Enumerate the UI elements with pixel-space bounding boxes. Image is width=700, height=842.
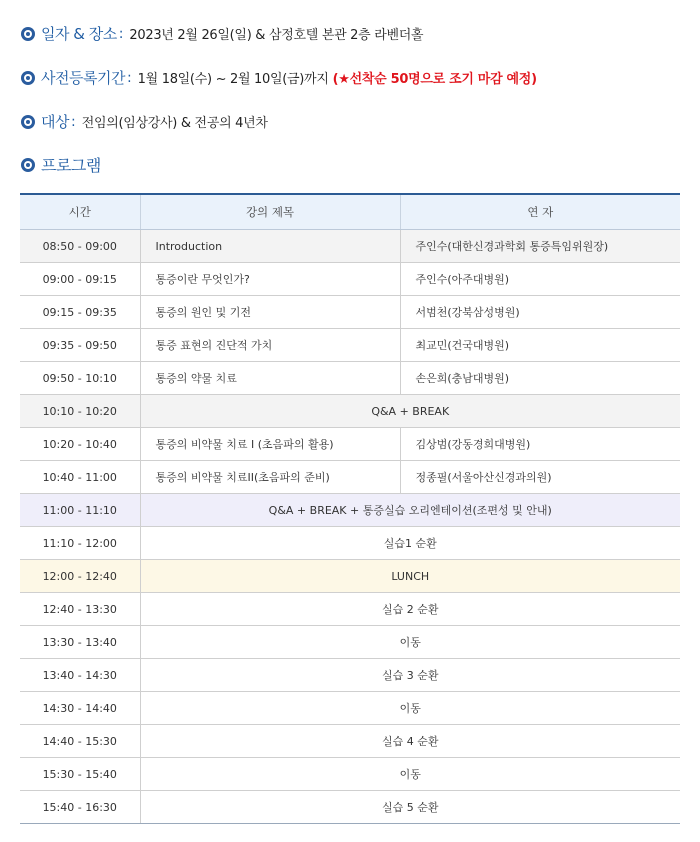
speaker-cell: 주인수(아주대병원) — [400, 263, 680, 296]
lecture-title-cell: 통증이란 무엇인가? — [140, 263, 400, 296]
circle-bullet-icon — [21, 71, 35, 85]
label-colon: : — [70, 113, 76, 130]
table-row — [20, 560, 680, 593]
session-cell: Q&A + BREAK — [140, 395, 680, 428]
time-cell: 10:20 - 10:40 — [20, 428, 140, 461]
time-cell: 14:30 - 14:40 — [20, 692, 140, 725]
table-row — [20, 461, 680, 494]
table-row — [20, 362, 680, 395]
lecture-title-cell: 통증 표현의 진단적 가치 — [140, 329, 400, 362]
speaker-cell: 김상범(강동경희대병원) — [400, 428, 680, 461]
time-cell: 15:30 - 15:40 — [20, 758, 140, 791]
session-cell: 실습 3 순환 — [140, 659, 680, 692]
time-cell: 10:10 - 10:20 — [20, 395, 140, 428]
table-row — [20, 428, 680, 461]
time-cell: 09:15 - 09:35 — [20, 296, 140, 329]
session-cell: LUNCH — [140, 560, 680, 593]
table-row — [20, 659, 680, 692]
time-cell: 09:35 - 09:50 — [20, 329, 140, 362]
time-cell: 08:50 - 09:00 — [20, 230, 140, 263]
audience-label: 대상 — [41, 113, 69, 131]
time-cell: 09:00 - 09:15 — [20, 263, 140, 296]
session-cell: 실습1 순환 — [140, 527, 680, 560]
table-body — [20, 230, 680, 824]
time-cell: 09:50 - 10:10 — [20, 362, 140, 395]
time-cell: 11:10 - 12:00 — [20, 527, 140, 560]
registration-notice: (★선착순 50명으로 조기 마감 예정) — [332, 72, 537, 87]
session-cell: 이동 — [140, 626, 680, 659]
time-cell: 13:30 - 13:40 — [20, 626, 140, 659]
lecture-title-cell: 통증의 약물 치료 — [140, 362, 400, 395]
table-row — [20, 725, 680, 758]
time-cell: 14:40 - 15:30 — [20, 725, 140, 758]
table-row — [20, 527, 680, 560]
time-cell: 13:40 - 14:30 — [20, 659, 140, 692]
time-cell: 11:00 - 11:10 — [20, 494, 140, 527]
date-venue-value: 2023년 2월 26일(일) & 삼정호텔 본관 2층 라벤더홀 — [129, 28, 424, 43]
program-table — [20, 193, 680, 824]
time-cell: 12:40 - 13:30 — [20, 593, 140, 626]
date-venue-line — [21, 23, 423, 44]
circle-bullet-icon — [21, 158, 35, 172]
table-row — [20, 263, 680, 296]
table-row — [20, 329, 680, 362]
label-colon: : — [126, 69, 132, 86]
header-title: 강의 제목 — [140, 194, 400, 230]
time-cell: 15:40 - 16:30 — [20, 791, 140, 824]
header-speaker: 연 자 — [400, 194, 680, 230]
lecture-title-cell: 통증의 비약물 치료II(초음파의 준비) — [140, 461, 400, 494]
table-row — [20, 494, 680, 527]
table-row — [20, 395, 680, 428]
table-row — [20, 296, 680, 329]
session-cell: 실습 5 순환 — [140, 791, 680, 824]
program-heading — [21, 153, 101, 176]
program-label: 프로그램 — [41, 156, 101, 175]
speaker-cell: 최교민(건국대병원) — [400, 329, 680, 362]
table-row — [20, 692, 680, 725]
session-cell: Q&A + BREAK + 통증실습 오리엔테이션(조편성 및 안내) — [140, 494, 680, 527]
header-time: 시간 — [20, 194, 140, 230]
table-row — [20, 758, 680, 791]
speaker-cell: 손은희(충남대병원) — [400, 362, 680, 395]
session-cell: 실습 4 순환 — [140, 725, 680, 758]
table-header-row — [20, 194, 680, 230]
table-row — [20, 593, 680, 626]
circle-bullet-icon — [21, 27, 35, 41]
session-cell: 실습 2 순환 — [140, 593, 680, 626]
lecture-title-cell: 통증의 비약물 치료 I (초음파의 활용) — [140, 428, 400, 461]
table-row — [20, 230, 680, 263]
speaker-cell: 정종필(서울아산신경과의원) — [400, 461, 680, 494]
time-cell: 12:00 - 12:40 — [20, 560, 140, 593]
speaker-cell: 서범천(강북삼성병원) — [400, 296, 680, 329]
lecture-title-cell: 통증의 원인 및 기전 — [140, 296, 400, 329]
label-colon: : — [118, 25, 124, 42]
lecture-title-cell: Introduction — [140, 230, 400, 263]
table-row — [20, 791, 680, 824]
date-venue-label: 일자 & 장소 — [41, 25, 117, 43]
circle-bullet-icon — [21, 115, 35, 129]
session-cell: 이동 — [140, 758, 680, 791]
time-cell: 10:40 - 11:00 — [20, 461, 140, 494]
registration-value: 1월 18일(수) ~ 2월 10일(금)까지 — [137, 72, 329, 87]
table-row — [20, 626, 680, 659]
session-cell: 이동 — [140, 692, 680, 725]
audience-value: 전임의(임상강사) & 전공의 4년차 — [81, 116, 268, 131]
registration-label: 사전등록기간 — [41, 69, 125, 87]
audience-line — [21, 111, 268, 132]
registration-line — [21, 67, 537, 88]
speaker-cell: 주인수(대한신경과학회 통증특임위원장) — [400, 230, 680, 263]
